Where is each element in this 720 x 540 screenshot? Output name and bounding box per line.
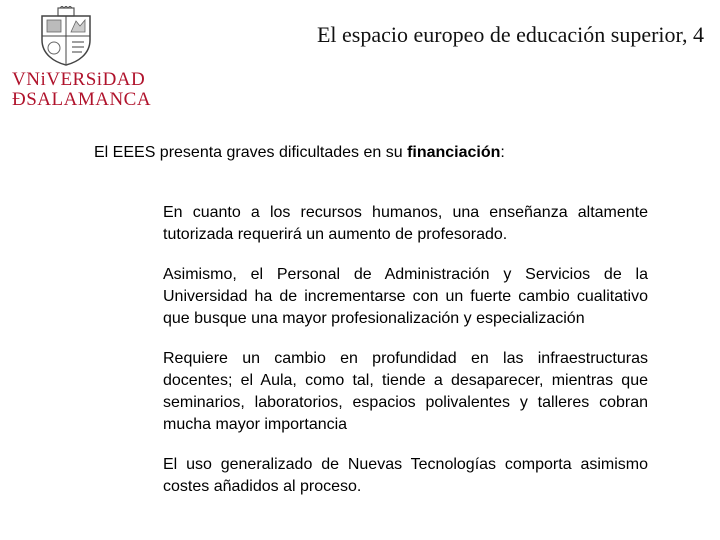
university-crest-icon xyxy=(36,6,96,66)
lead-colon: : xyxy=(500,144,505,161)
point-human-resources: En cuanto a los recursos humanos, una enseñanza altamente tutorizada requerirá un aumento de profesorado. xyxy=(163,204,648,243)
lead-statement xyxy=(94,144,505,162)
lead-keyword: financiación xyxy=(407,144,501,161)
slide-title: El espacio europeo de educación superior, 4 xyxy=(316,22,704,47)
logo-line-1: VNiVERSiDAD xyxy=(12,69,146,90)
point-infrastructure: Requiere un cambio en profundidad en las infraestructuras docentes; el Aula, como tal, tiende a desaparecer, mientras que seminarios, laboratorios, espacios polivalentes y talleres cobran mucha mayor importancia xyxy=(163,350,648,433)
point-administration-staff: Asimismo, el Personal de Administración y Servicios de la Universidad ha de incrementarse con un fuerte cambio cualitativo que busque una mayor profesionalización y especialización xyxy=(163,266,648,327)
lead-text: El EEES presenta graves dificultades en su xyxy=(94,144,408,161)
points-list xyxy=(163,202,648,516)
logo-line-2: ÐSALAMANCA xyxy=(12,89,152,110)
university-logo-text xyxy=(12,70,151,110)
point-new-technologies: El uso generalizado de Nuevas Tecnologías comporta asimismo costes añadidos al proceso. xyxy=(163,456,648,495)
